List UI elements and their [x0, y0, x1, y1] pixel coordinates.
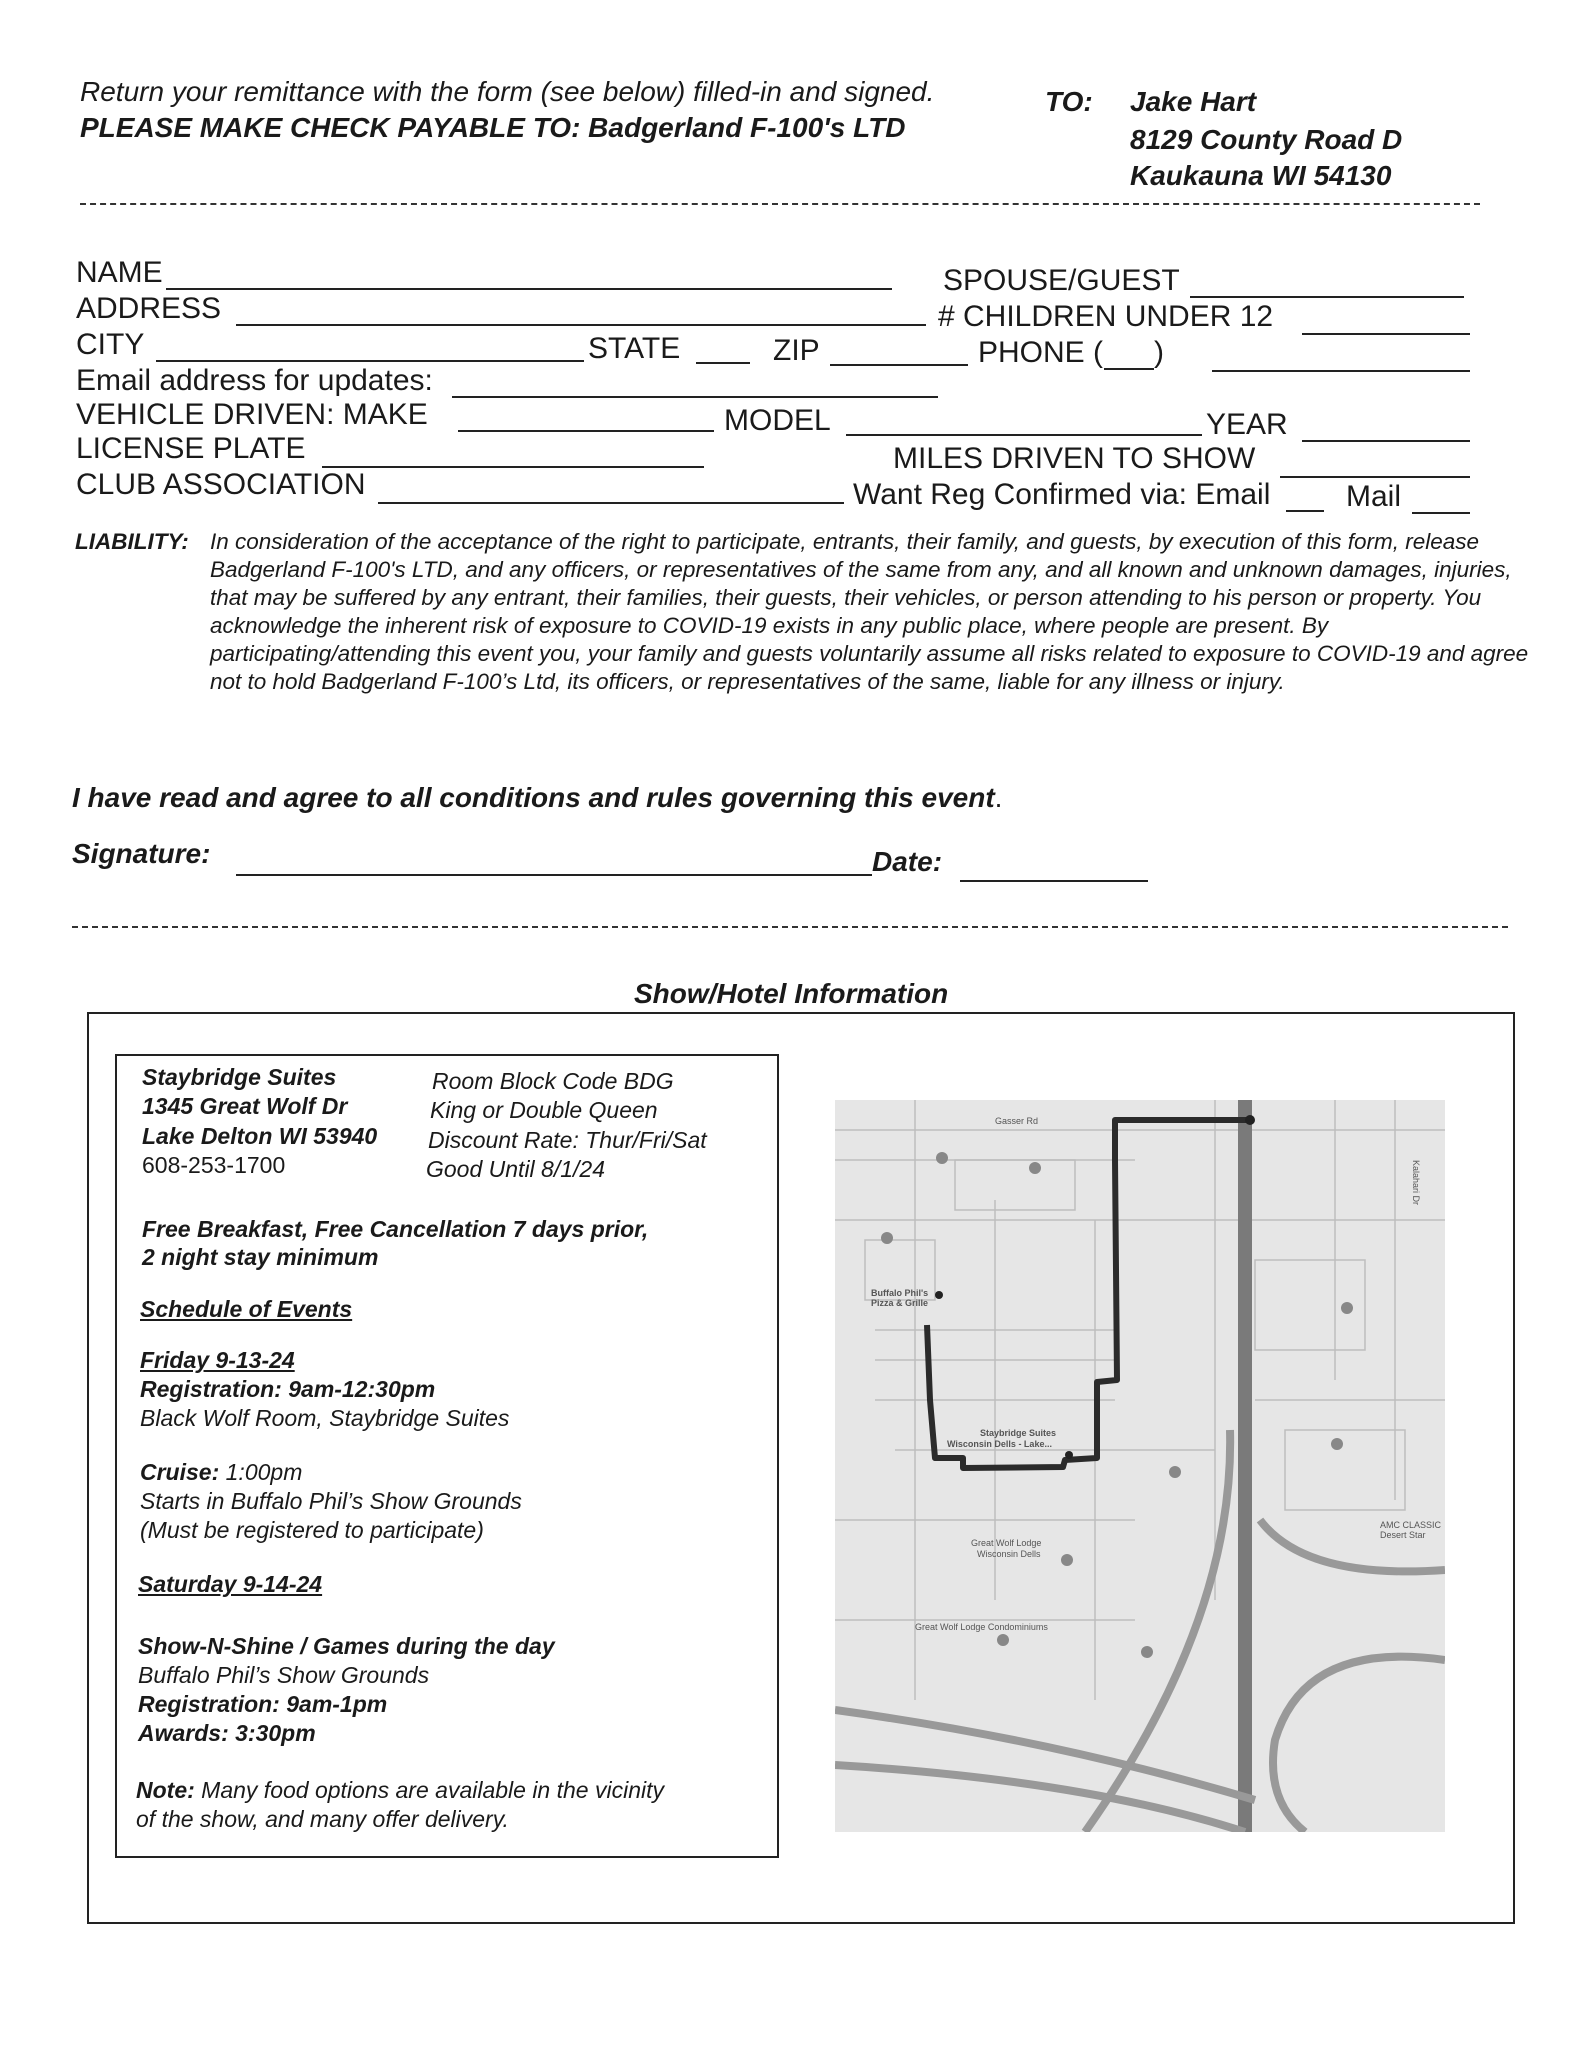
- perks-line2: 2 night stay minimum: [142, 1244, 379, 1270]
- model-field[interactable]: [846, 434, 1202, 436]
- cruise-line: [140, 1458, 302, 1487]
- cut-line-bottom: [72, 926, 1508, 928]
- show-hotel-title: Show/Hotel Information: [634, 978, 949, 1009]
- signature-label: Signature:: [72, 838, 211, 869]
- fri-reg-label: Registration:: [140, 1376, 282, 1402]
- model-label: MODEL: [724, 404, 831, 437]
- payable-to: PLEASE MAKE CHECK PAYABLE TO: Badgerland F-100's LTD: [80, 112, 906, 143]
- map-label-great-wolf: Great Wolf Lodge: [971, 1538, 1042, 1548]
- recipient-city: Kaukauna WI 54130: [1130, 160, 1392, 191]
- note-line1: [136, 1776, 664, 1805]
- hotel-phone: 608-253-1700: [142, 1152, 286, 1178]
- saturday-registration: Registration: 9am-1pm: [138, 1691, 388, 1717]
- recipient-name: Jake Hart: [1130, 86, 1257, 117]
- spouse-label: SPOUSE/GUEST: [943, 264, 1180, 297]
- map-label-great-wolf2: Wisconsin Dells: [977, 1549, 1041, 1559]
- name-field[interactable]: [166, 288, 892, 290]
- map-label-staybridge: Staybridge Suites: [980, 1428, 1057, 1438]
- spouse-field[interactable]: [1190, 296, 1464, 298]
- city-field[interactable]: [156, 360, 584, 362]
- note-label: Note:: [136, 1777, 195, 1803]
- liability-section: [75, 528, 1545, 694]
- vehicle-make-field[interactable]: [458, 430, 714, 432]
- friday-registration: [140, 1375, 435, 1404]
- friday-date: Friday 9-13-24: [140, 1347, 295, 1373]
- liability-label: LIABILITY:: [75, 529, 189, 554]
- map-graphic: [835, 1100, 1445, 1832]
- room-block-code: Room Block Code BDG: [432, 1068, 674, 1094]
- to-label: TO:: [1045, 86, 1093, 117]
- confirm-label: Want Reg Confirmed via: Email: [853, 478, 1271, 511]
- discount-rate: Discount Rate: Thur/Fri/Sat: [428, 1127, 707, 1153]
- map-label-amc2: Desert Star: [1380, 1530, 1426, 1540]
- hotel-city: Lake Delton WI 53940: [142, 1123, 378, 1149]
- confirm-mail-field[interactable]: [1412, 512, 1470, 514]
- city-label: CITY: [76, 328, 145, 361]
- saturday-date: Saturday 9-14-24: [138, 1571, 323, 1597]
- confirm-email-field[interactable]: [1286, 510, 1324, 512]
- plate-field[interactable]: [322, 466, 704, 468]
- year-label: YEAR: [1206, 408, 1288, 441]
- signature-field[interactable]: [236, 874, 872, 876]
- phone-label: PHONE (: [978, 336, 1104, 369]
- club-label: CLUB ASSOCIATION: [76, 468, 366, 501]
- cruise-label: Cruise:: [140, 1459, 220, 1485]
- recipient-street: 8129 County Road D: [1130, 124, 1403, 155]
- children-field[interactable]: [1302, 333, 1470, 335]
- map-label-amc: AMC CLASSIC: [1380, 1520, 1442, 1530]
- date-label: Date:: [872, 846, 943, 877]
- confirm-mail-label: Mail: [1346, 480, 1402, 513]
- zip-field[interactable]: [830, 364, 968, 366]
- map-label-condo: Great Wolf Lodge Condominiums: [915, 1622, 1048, 1632]
- phone-area-field[interactable]: [1104, 368, 1154, 370]
- state-field[interactable]: [696, 362, 750, 364]
- map-label-buffalo: Buffalo Phil's: [871, 1288, 929, 1298]
- good-until: Good Until 8/1/24: [426, 1156, 606, 1182]
- perks-line1: Free Breakfast, Free Cancellation 7 days prior,: [142, 1216, 649, 1242]
- note-text1: Many food options are available in the vicinity: [201, 1777, 664, 1803]
- cruise-time: 1:00pm: [225, 1459, 303, 1485]
- phone-close: ): [1154, 336, 1164, 369]
- remittance-instruction: Return your remittance with the form (see below) filled-in and signed.: [80, 76, 935, 107]
- zip-label: ZIP: [773, 334, 820, 367]
- miles-label: MILES DRIVEN TO SHOW: [893, 442, 1256, 475]
- state-label: STATE: [588, 332, 681, 365]
- awards-time: Awards: 3:30pm: [138, 1720, 316, 1746]
- phone-field[interactable]: [1212, 370, 1470, 372]
- agreement-statement: I have read and agree to all conditions and rules governing this event.: [72, 782, 1003, 813]
- club-field[interactable]: [378, 502, 844, 504]
- friday-room: Black Wolf Room, Staybridge Suites: [140, 1405, 510, 1431]
- cruise-start: Starts in Buffalo Phil’s Show Grounds: [140, 1488, 522, 1514]
- name-label: NAME: [76, 256, 163, 289]
- vehicle-make-label: VEHICLE DRIVEN: MAKE: [76, 398, 428, 431]
- liability-text: In consideration of the acceptance of the right to participate, entrants, their family, and guests, by execution of this form, release Badgerland F-100's LTD, and any officers, or representatives of the same from any, and all known and unknown damages, injuries, that may be suffered by any entrant, their families, their guests, their vehicles, or person attending to his person or property. You acknowledge the inherent risk of exposure to COVID-19 exists in any public place, where people are present. By participating/attending this event you, your family and guests voluntarily assume all risks related to exposure to COVID-19 and agree not to hold Badgerland F-100’s Ltd, its officers, or representatives of the same, liable for any illness or injury.: [210, 529, 1529, 694]
- map-label-kalahari: Kalahari Dr: [1411, 1160, 1421, 1206]
- cruise-note: (Must be registered to participate): [140, 1517, 484, 1543]
- saturday-event: Show-N-Shine / Games during the day: [138, 1633, 555, 1659]
- miles-field[interactable]: [1280, 476, 1470, 478]
- year-field[interactable]: [1302, 440, 1470, 442]
- fri-reg-time: 9am-12:30pm: [288, 1376, 436, 1402]
- schedule-heading: Schedule of Events: [140, 1296, 353, 1322]
- plate-label: LICENSE PLATE: [76, 432, 306, 465]
- date-field[interactable]: [960, 880, 1148, 882]
- hotel-name: Staybridge Suites: [142, 1064, 337, 1090]
- email-label: Email address for updates:: [76, 364, 433, 397]
- room-types: King or Double Queen: [430, 1097, 658, 1123]
- address-field[interactable]: [236, 324, 926, 326]
- hotel-street: 1345 Great Wolf Dr: [142, 1093, 348, 1119]
- note-line2: of the show, and many offer delivery.: [136, 1806, 509, 1832]
- email-field[interactable]: [452, 396, 938, 398]
- saturday-location: Buffalo Phil’s Show Grounds: [138, 1662, 430, 1688]
- children-label: # CHILDREN UNDER 12: [938, 300, 1274, 333]
- map-label-staybridge2: Wisconsin Dells - Lake...: [947, 1439, 1052, 1449]
- agreement-text: I have read and agree to all conditions and rules governing this event: [72, 782, 995, 813]
- location-map[interactable]: [835, 1100, 1445, 1832]
- address-label: ADDRESS: [76, 292, 222, 325]
- map-label-gasser: Gasser Rd: [995, 1116, 1039, 1126]
- cut-line-top: [80, 203, 1480, 205]
- map-label-buffalo2: Pizza & Grille: [871, 1298, 929, 1308]
